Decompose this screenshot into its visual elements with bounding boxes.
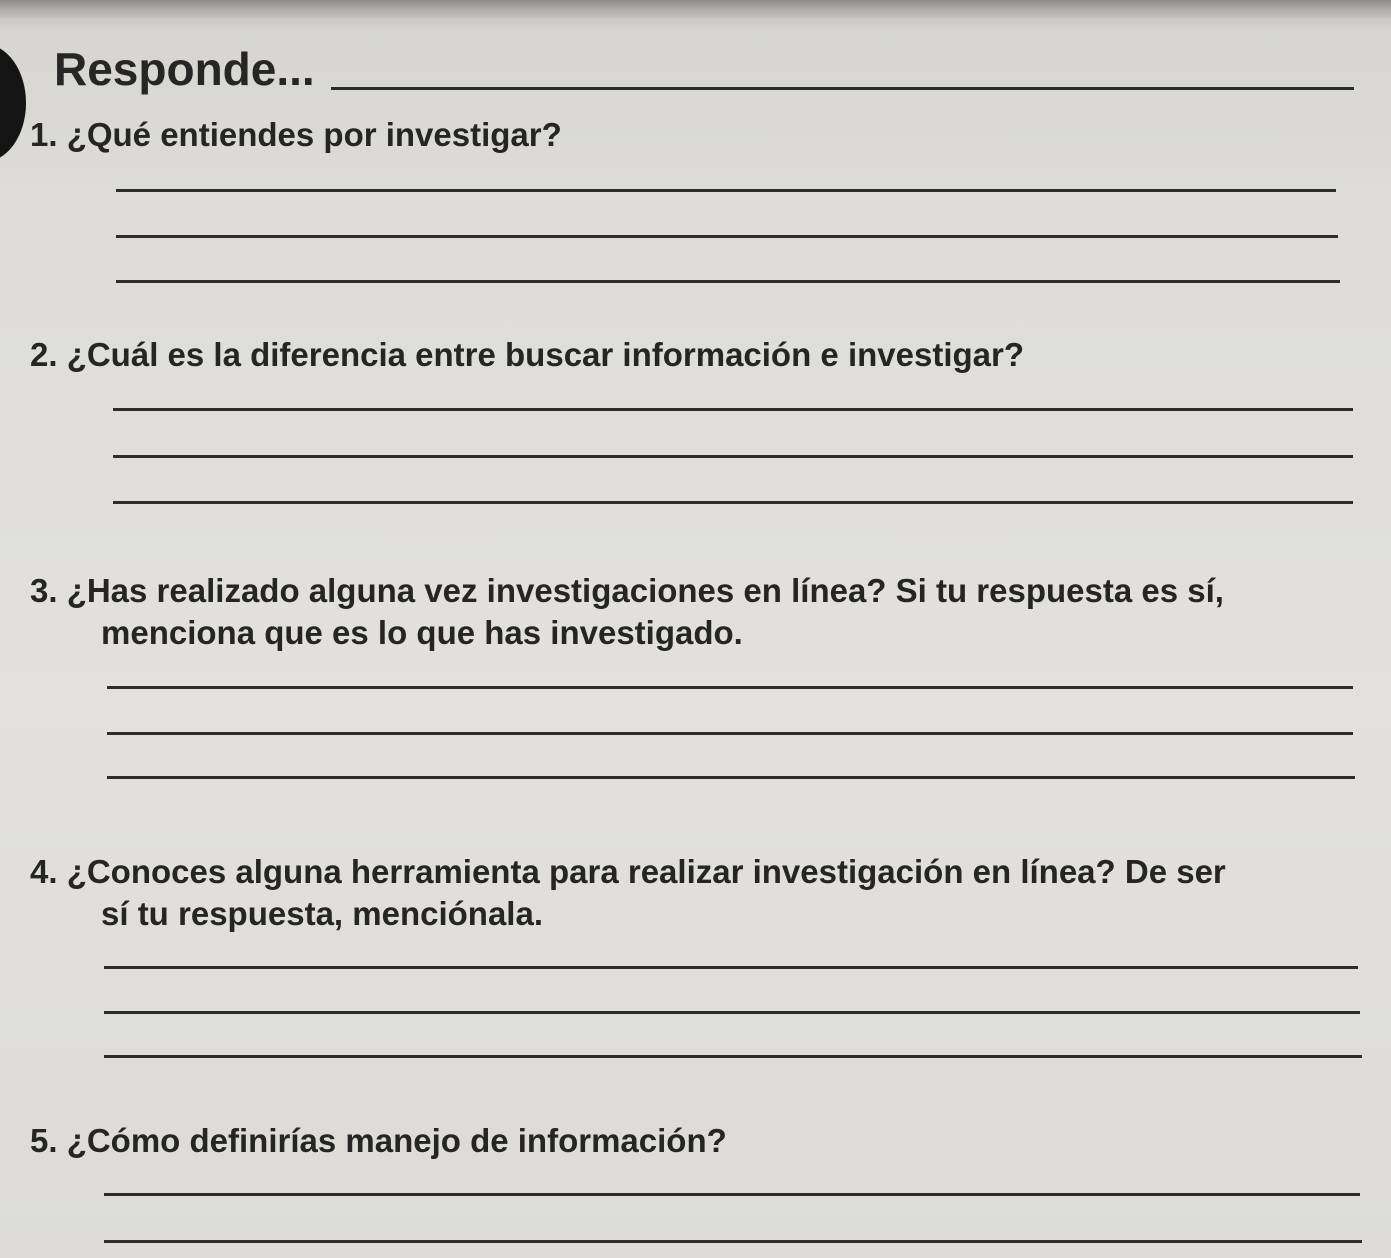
answer-line[interactable] bbox=[113, 408, 1353, 411]
worksheet-title: Responde... bbox=[54, 43, 315, 95]
question-4 bbox=[30, 851, 1226, 935]
answer-line[interactable] bbox=[104, 1240, 1362, 1243]
answer-line[interactable] bbox=[116, 280, 1340, 283]
question-5-text: 5. ¿Cómo definirías manejo de información? bbox=[30, 1122, 727, 1159]
question-4-text: 4. ¿Conoces alguna herramienta para realizar investigación en línea? De ser bbox=[30, 853, 1226, 890]
answer-line[interactable] bbox=[113, 455, 1353, 458]
answer-line[interactable] bbox=[107, 686, 1353, 689]
answer-line[interactable] bbox=[113, 501, 1353, 504]
answer-line[interactable] bbox=[104, 1193, 1360, 1196]
question-4-text-cont: sí tu respuesta, menciónala. bbox=[101, 895, 543, 932]
question-3-text-cont: menciona que es lo que has investigado. bbox=[101, 614, 743, 651]
title-underline bbox=[331, 87, 1354, 90]
question-2-text: 2. ¿Cuál es la diferencia entre buscar información e investigar? bbox=[30, 336, 1024, 373]
answer-line[interactable] bbox=[104, 1055, 1362, 1058]
answer-line[interactable] bbox=[107, 776, 1355, 779]
answer-line[interactable] bbox=[107, 732, 1353, 735]
question-5 bbox=[30, 1120, 727, 1162]
answer-line[interactable] bbox=[116, 235, 1338, 238]
question-1 bbox=[30, 114, 562, 156]
answer-line[interactable] bbox=[104, 1011, 1360, 1014]
answer-line[interactable] bbox=[104, 966, 1358, 969]
question-3 bbox=[30, 570, 1224, 654]
question-1-text: 1. ¿Qué entiendes por investigar? bbox=[30, 116, 562, 153]
answer-line[interactable] bbox=[116, 189, 1336, 192]
title-row bbox=[54, 43, 1354, 95]
question-2 bbox=[30, 334, 1024, 376]
question-3-text: 3. ¿Has realizado alguna vez investigaciones en línea? Si tu respuesta es sí, bbox=[30, 572, 1224, 609]
